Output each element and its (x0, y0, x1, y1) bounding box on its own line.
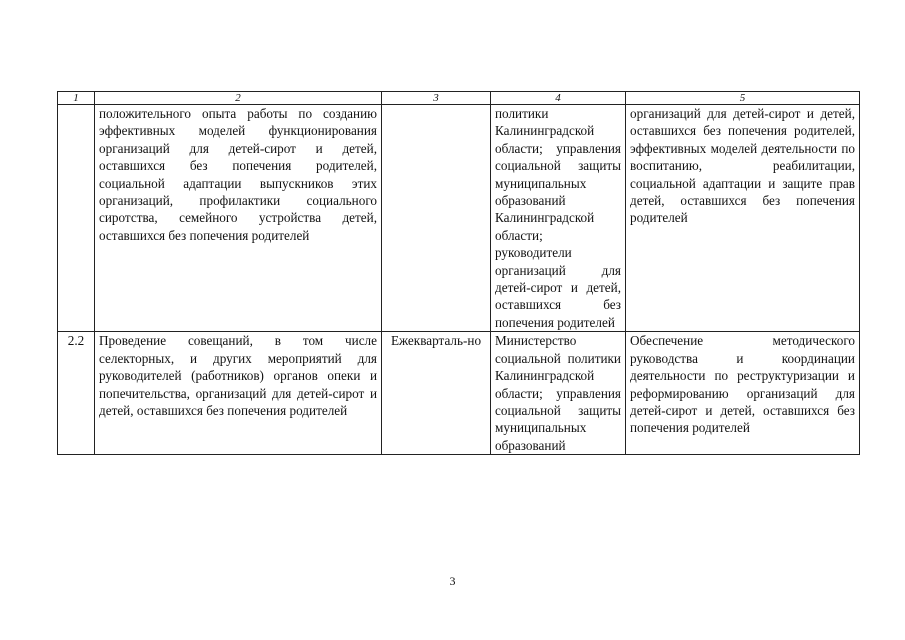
table-row (58, 105, 860, 332)
page-number: 3 (449, 574, 456, 588)
event-cell: Проведение совещаний, в том числе селекторных, и других мероприятий для руководителей (работников) органов опеки и попечительства, организаций для детей-сирот и детей, оставшихся без попечения родителей (95, 332, 382, 455)
col-number-2: 2 (95, 92, 382, 105)
period-cell: Ежекварталь-но (382, 332, 491, 455)
responsible-cell: политики Калининградской области; управления социальной защиты муниципальных образований Калининградской области; руководители организаций для детей-сирот и детей, оставшихся без попечения родителей (491, 105, 626, 332)
result-cell: Обеспечение методического руководства и координации деятельности по реструктуризации и реформированию организаций для детей-сирот и детей, оставшихся без попечения родителей (626, 332, 860, 455)
table-row (58, 332, 860, 455)
event-cell: положительного опыта работы по созданию эффективных моделей функционирования организаций для детей-сирот и детей, оставшихся без попечения родителей, социальной адаптации выпускников этих организаций, профилактики социального сиротства, семейного устройства детей, оставшихся без попечения родителей (95, 105, 382, 332)
plan-table (57, 91, 860, 455)
col-number-4: 4 (491, 92, 626, 105)
responsible-cell: Министерство социальной политики Калининградской области; управления социальной защиты муниципальных образований (491, 332, 626, 455)
row-number-cell: 2.2 (58, 332, 95, 455)
col-number-5: 5 (626, 92, 860, 105)
result-cell: организаций для детей-сирот и детей, оставшихся без попечения родителей, эффективных моделей деятельности по воспитанию, реабилитации, социальной адаптации и защите прав детей, оставшихся без попечения родителей (626, 105, 860, 332)
row-number-cell (58, 105, 95, 332)
col-number-3: 3 (382, 92, 491, 105)
col-number-1: 1 (58, 92, 95, 105)
column-number-row (58, 92, 860, 105)
period-cell (382, 105, 491, 332)
